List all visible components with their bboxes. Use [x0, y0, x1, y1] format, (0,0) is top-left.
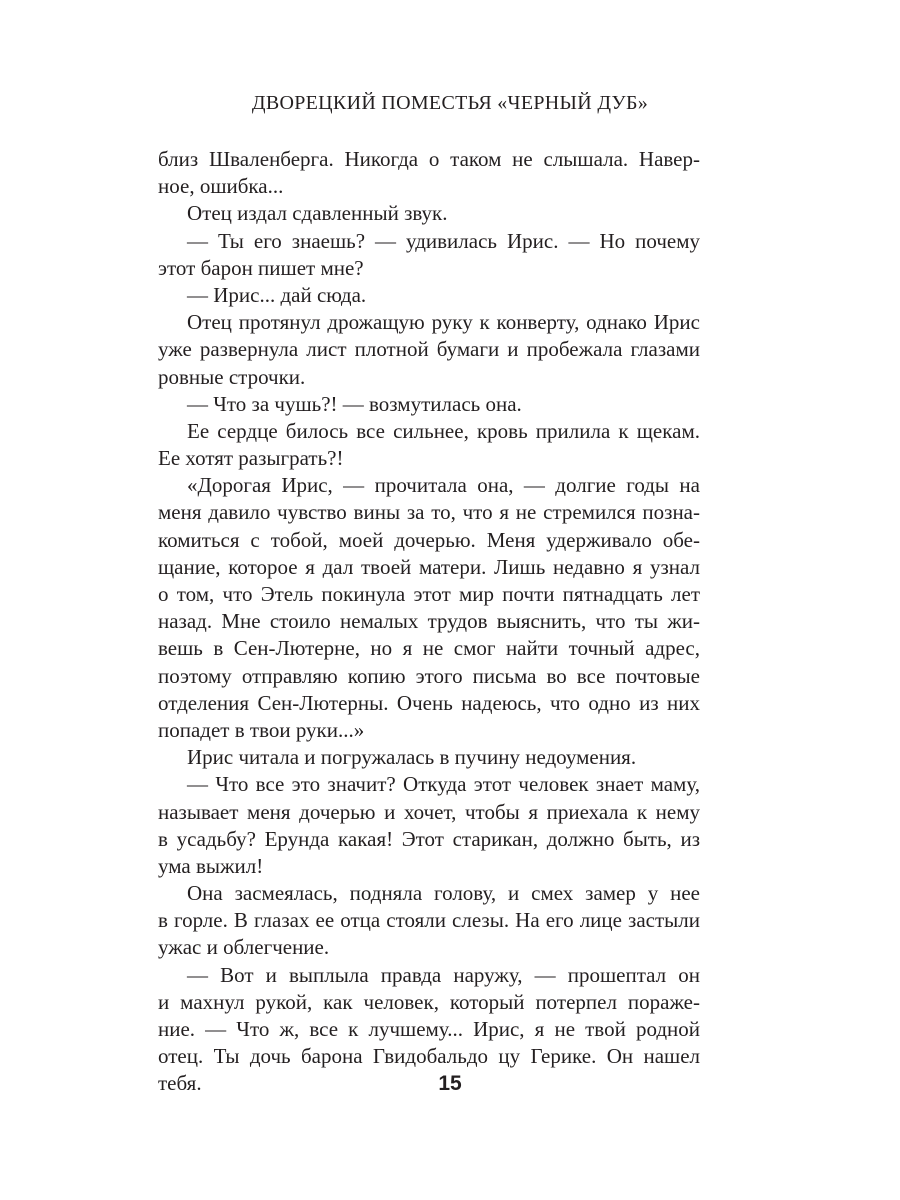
text-line: и махнул рукой, как человек, который потерпел пораже- [158, 989, 700, 1014]
text-line: ужас и облегчение. [158, 935, 330, 960]
page-number: 15 [438, 1072, 462, 1095]
text-line: ное, ошибка... [158, 174, 284, 199]
text-line: Ирис читала и погружалась в пучину недоумения. [187, 745, 637, 770]
text-line: ума выжил! [158, 853, 264, 878]
text-line: комиться с тобой, моей дочерью. Меня удерживало обе- [158, 527, 700, 552]
text-line: Ее хотят разыграть?! [158, 446, 344, 471]
text-line: меня давило чувство вины за то, что я не стремился позна- [158, 500, 700, 525]
text-line: ровные строчки. [158, 364, 306, 389]
text-line: называет меня дочерью и хочет, чтобы я приехала к нему [158, 799, 700, 824]
text-line: о том, что Этель покинула этот мир почти пятнадцать лет [158, 582, 700, 606]
text-line: поэтому отправляю копию этого письма во все почтовые [158, 663, 700, 688]
text-line: отец. Ты дочь барона Гвидобальдо цу Герике. Он нашел [158, 1044, 700, 1069]
running-head: ДВОРЕЦКИЙ ПОМЕСТЬЯ «ЧЕРНЫЙ ДУБ» [251, 92, 649, 114]
text-line: назад. Мне стоило немалых трудов выяснить, что ты жи- [158, 609, 700, 634]
text-line: — Что за чушь?! — возмутилась она. [187, 391, 522, 416]
text-line: Отец издал сдавленный звук. [187, 201, 448, 226]
text-line: щание, которое я дал твоей матери. Лишь недавно я узнал [158, 554, 700, 579]
text-line: уже развернула лист плотной бумаги и пробежала глазами [158, 337, 700, 362]
text-line: Она засмеялась, подняла голову, и смех замер у нее [187, 881, 700, 906]
text-line: — Что все это значит? Откуда этот человек знает маму, [187, 772, 700, 797]
text-line: отделения Сен-Лютерны. Очень надеюсь, что одно из них [158, 690, 700, 715]
text-line: попадет в твои руки...» [158, 717, 365, 742]
text-line: — Ирис... дай сюда. [187, 282, 367, 307]
text-line: ние. — Что ж, все к лучшему... Ирис, я не твой родной [158, 1017, 700, 1041]
text-line: в горле. В глазах ее отца стояли слезы. На его лице застыли [158, 908, 700, 933]
body-text [158, 146, 700, 1098]
text-line: Ее сердце билось все сильнее, кровь прилила к щекам. [187, 418, 700, 443]
text-line: Отец протянул дрожащую руку к конверту, однако Ирис [187, 310, 700, 335]
text-line: тебя. [158, 1071, 202, 1096]
text-line: близ Шваленберга. Никогда о таком не слышала. Навер- [158, 147, 700, 171]
text-line: — Вот и выплыла правда наружу, — прошептал он [187, 962, 700, 987]
text-line: «Дорогая Ирис, — прочитала она, — долгие годы на [187, 473, 700, 498]
text-line: в усадьбу? Ерунда какая! Этот старикан, должно быть, из [158, 826, 700, 851]
text-line: этот барон пишет мне? [158, 255, 364, 280]
text-line: — Ты его знаешь? — удивилась Ирис. — Но почему [187, 228, 700, 253]
text-line: вешь в Сен-Лютерне, но я не смог найти точный адрес, [158, 636, 700, 661]
